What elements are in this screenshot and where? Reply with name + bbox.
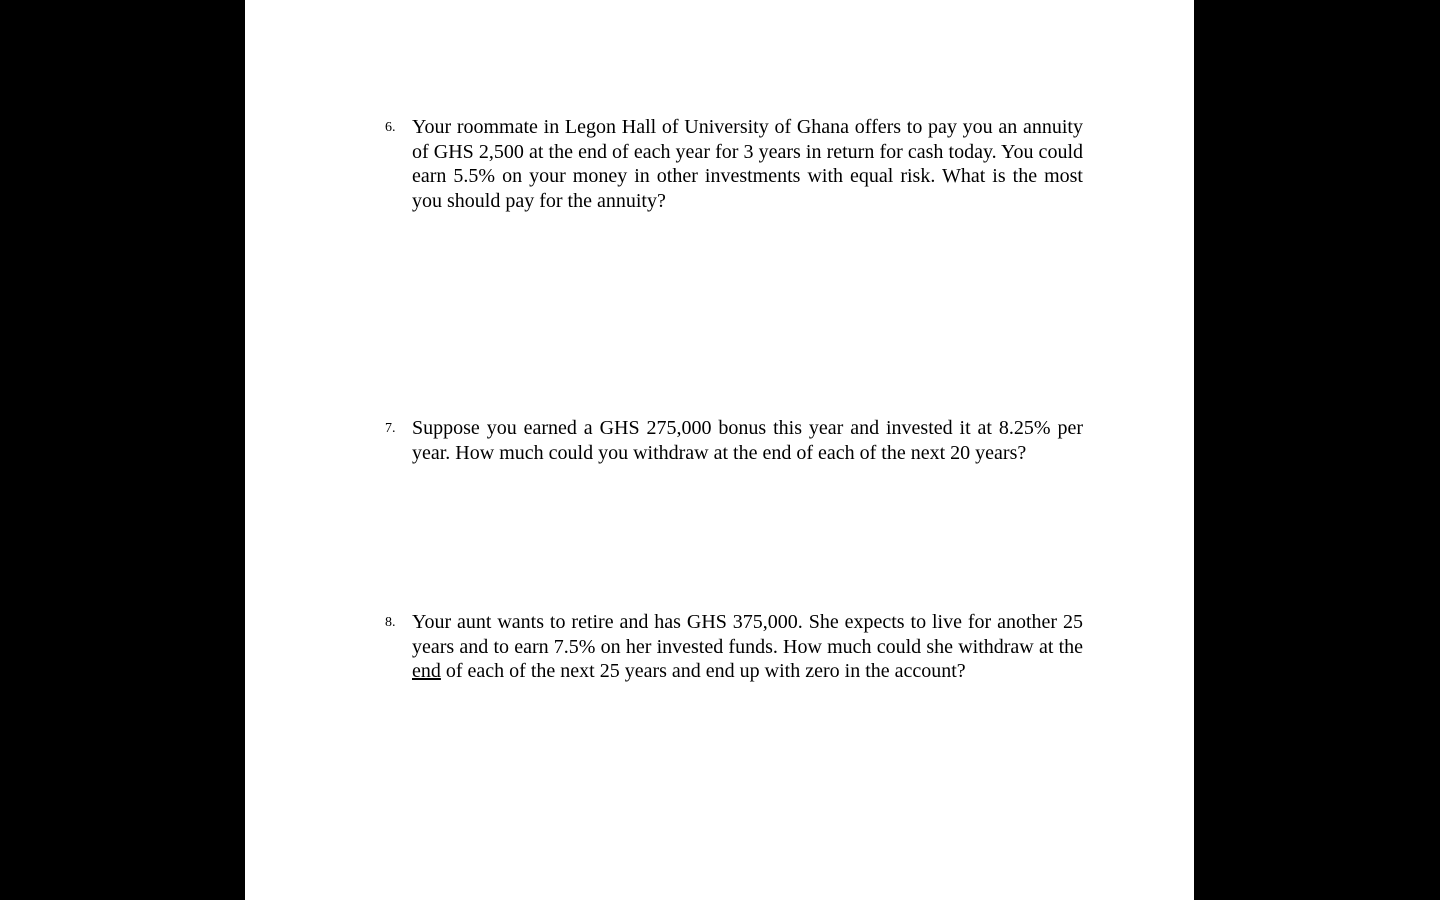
question-text: Your roommate in Legon Hall of University of Ghana offers to pay you an annuity of GHS 2,500 at the end of each year for 3 years in return for cash today. You could earn 5.5% on your money in other investments with equal risk. What is the most you should pay for the annuity?: [412, 116, 1083, 212]
question-text: Suppose you earned a GHS 275,000 bonus this year and invested it at 8.25% per year. How much could you withdraw at the end of each of the next 20 years?: [412, 417, 1083, 464]
question-7: [385, 416, 1085, 465]
document-page: [245, 0, 1194, 900]
question-number: 8.: [385, 615, 396, 630]
question-text-part: Your aunt wants to retire and has GHS 375,000. She expects to live for another 25 years and to earn 7.5% on her invested funds. How much could she withdraw at the: [412, 611, 1083, 658]
question-text-part: of each of the next 25 years and end up with zero in the account?: [440, 660, 966, 682]
underlined-word: end: [412, 660, 441, 682]
question-6: [385, 115, 1085, 213]
question-number: 6.: [385, 120, 396, 135]
question-text: [412, 610, 1083, 684]
question-8: [385, 610, 1085, 684]
question-number: 7.: [385, 421, 396, 436]
